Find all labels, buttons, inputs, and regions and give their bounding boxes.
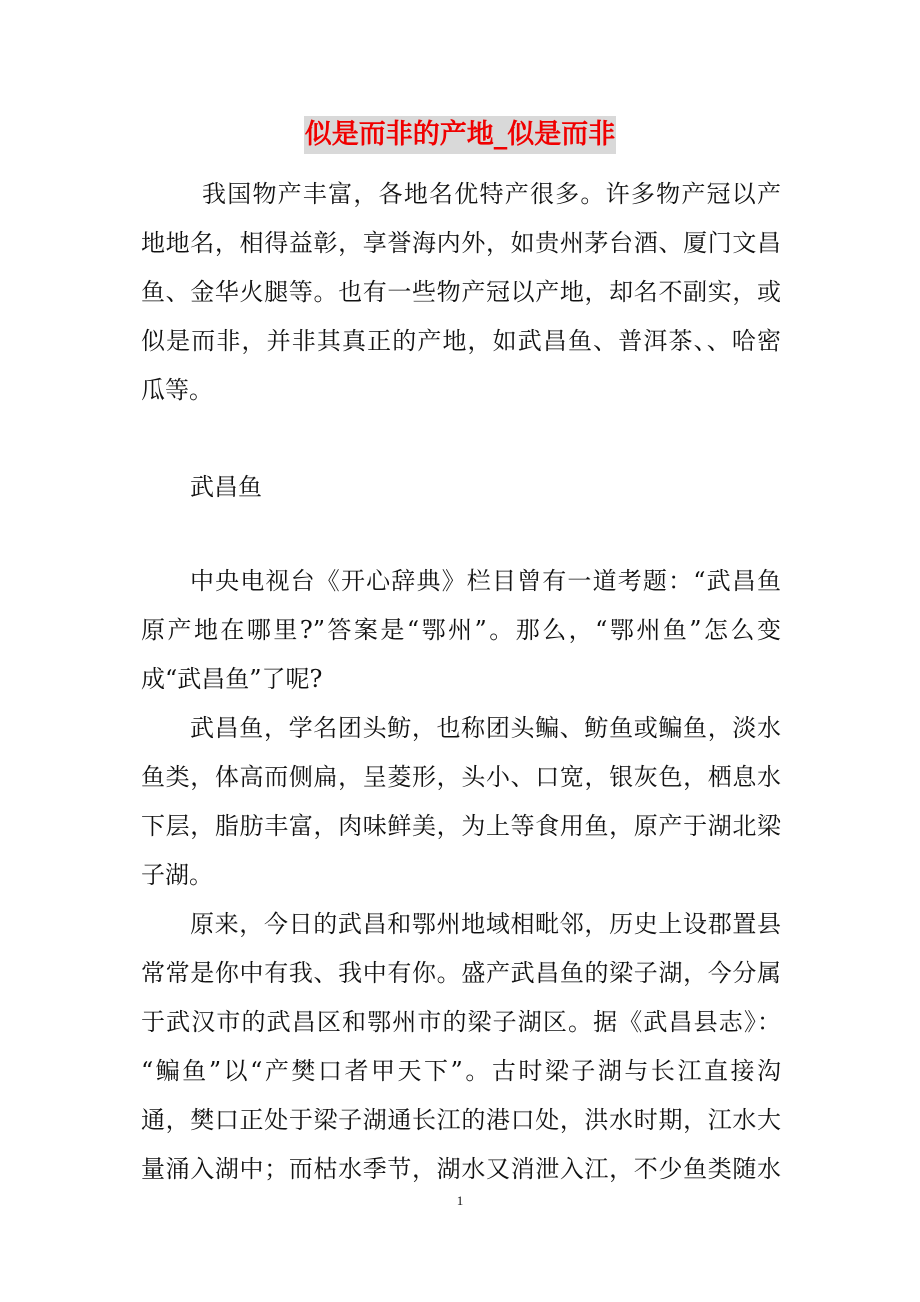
text-line: 常常是你中有我、我中有你。盛产武昌鱼的梁子湖，今分属 (141, 959, 781, 987)
paragraph-2 (141, 557, 781, 704)
text-line: 地地名，相得益彰，享誉海内外，如贵州茅台酒、厦门文昌 (141, 229, 781, 257)
text-line: “鳊鱼”以“产樊口者甲天下”。古时梁子湖与长江直接沟 (141, 1057, 781, 1085)
page-number: 1 (456, 1193, 464, 1208)
paragraph-4 (141, 900, 781, 1194)
text-line: 下层，脂肪丰富，肉味鲜美，为上等食用鱼，原产于湖北梁 (141, 812, 781, 840)
document-title: 似是而非的产地_似是而非 (304, 116, 617, 154)
text-line: 子湖。 (141, 861, 213, 889)
text-line: 成“武昌鱼”了呢? (141, 665, 323, 693)
text-line: 中央电视台《开心辞典》栏目曾有一道考题：“武昌鱼 (190, 567, 781, 595)
paragraph-3 (141, 704, 781, 900)
text-line: 量涌入湖中；而枯水季节，湖水又消泄入江，不少鱼类随水 (141, 1155, 781, 1183)
document-title-wrap (0, 116, 920, 154)
text-line: 鱼、金华火腿等。也有一些物产冠以产地，却名不副实，或 (141, 278, 781, 306)
text-line: 原来，今日的武昌和鄂州地域相毗邻，历史上设郡置县 (190, 910, 781, 938)
text-line: 原产地在哪里?”答案是“鄂州”。那么，“鄂州鱼”怎么变 (141, 616, 781, 644)
section-heading: 武昌鱼 (190, 473, 262, 501)
section-heading-block (141, 463, 781, 512)
text-line: 我国物产丰富，各地名优特产很多。许多物产冠以产 (202, 180, 781, 208)
text-line: 武昌鱼，学名团头鲂，也称团头鳊、鲂鱼或鳊鱼，淡水 (190, 714, 781, 742)
intro-paragraph (141, 170, 781, 415)
text-line: 于武汉市的武昌区和鄂州市的梁子湖区。据《武昌县志》： (141, 1008, 781, 1036)
text-line: 通，樊口正处于梁子湖通长江的港口处，洪水时期，江水大 (141, 1106, 781, 1134)
text-line: 似是而非，并非其真正的产地，如武昌鱼、普洱茶、、哈密 (141, 327, 781, 355)
text-line: 鱼类，体高而侧扁，呈菱形，头小、口宽，银灰色，栖息水 (141, 763, 781, 791)
text-line: 瓜等。 (141, 376, 213, 404)
